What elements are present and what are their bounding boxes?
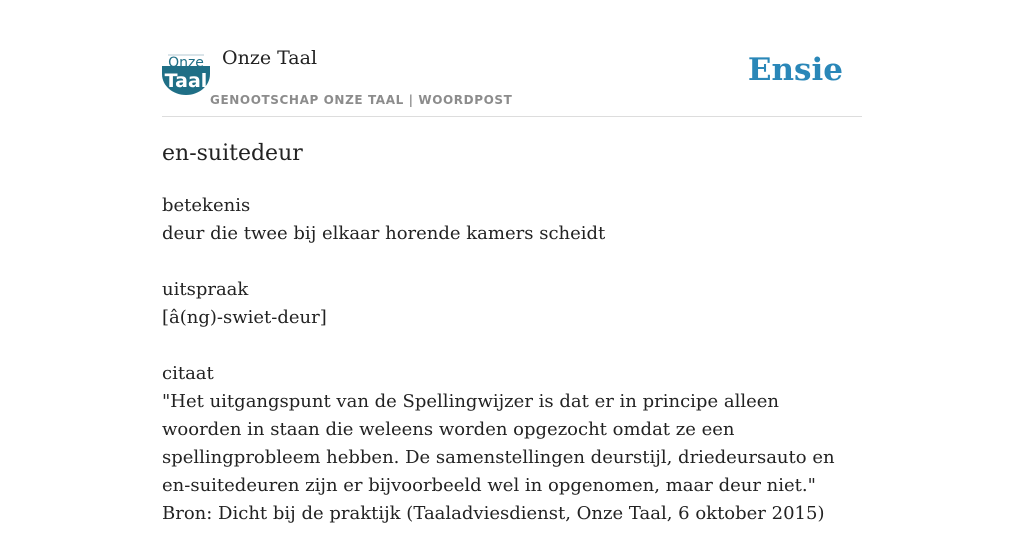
site-tagline: GENOOTSCHAP ONZE TAAL | WOORDPOST bbox=[210, 93, 513, 107]
citaat-label: citaat bbox=[162, 363, 214, 384]
citaat-quote: "Het uitgangspunt van de Spellingwijzer is dat er in principe alleen woorden in staan die weleens worden opgezocht omdat ze een spellingprobleem hebben. De samenstellingen deurstijl, driedeursauto en en-suitedeuren zijn er bijvoorbeeld wel in opgenomen, maar deur niet." bbox=[162, 391, 835, 496]
section-citaat bbox=[162, 360, 862, 528]
uitspraak-label: uitspraak bbox=[162, 279, 249, 300]
citaat-source: Bron: Dicht bij de praktijk (Taaladviesdienst, Onze Taal, 6 oktober 2015) bbox=[162, 503, 825, 524]
onze-taal-logo-icon bbox=[162, 52, 210, 96]
logo-text-top: Onze bbox=[168, 55, 204, 71]
betekenis-label: betekenis bbox=[162, 195, 251, 216]
section-betekenis bbox=[162, 192, 862, 248]
onze-taal-logo[interactable] bbox=[162, 52, 210, 96]
ensie-brand-logo[interactable]: Ensie bbox=[747, 52, 843, 88]
site-header bbox=[162, 0, 862, 117]
page bbox=[162, 0, 862, 524]
uitspraak-value: [â(ng)-swiet-deur] bbox=[162, 307, 327, 328]
entry-content bbox=[162, 192, 862, 556]
section-uitspraak bbox=[162, 276, 862, 332]
betekenis-value: deur die twee bij elkaar horende kamers scheidt bbox=[162, 223, 606, 244]
logo-text-bottom: Taal bbox=[164, 70, 208, 92]
site-title[interactable]: Onze Taal bbox=[222, 47, 318, 69]
entry-title: en-suitedeur bbox=[162, 141, 303, 166]
